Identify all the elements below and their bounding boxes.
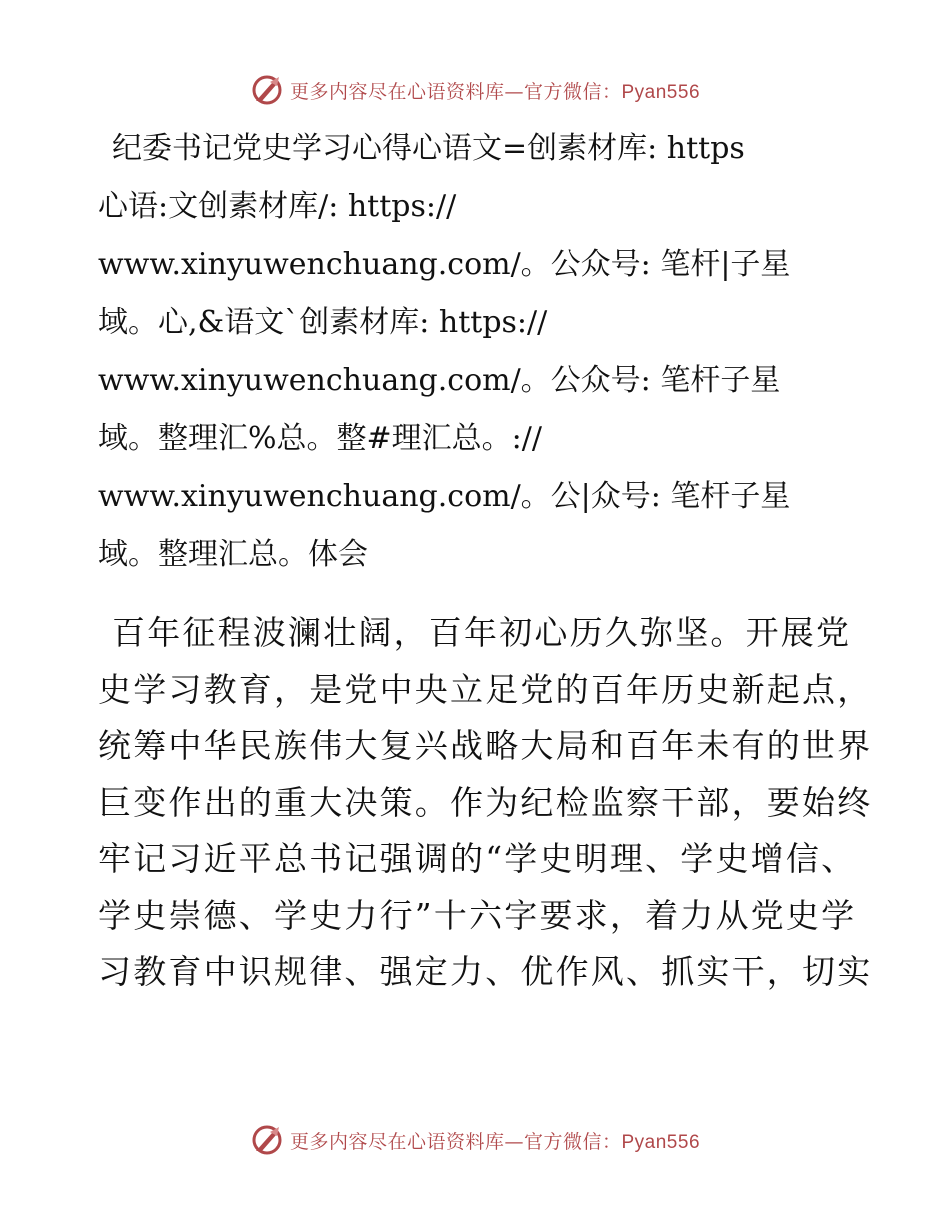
- paragraph-line: 百年征程波澜壮阔，百年初心历久弥坚。开展党: [112, 613, 852, 652]
- paragraph-line: www.xinyuwenchuang.com/。公|众号: 笔杆子星: [98, 479, 791, 514]
- paragraph-line: 域。整理汇总。体会: [98, 537, 368, 572]
- paragraph-1: [98, 120, 858, 584]
- paragraph-line: 心语:文创素材库/: https://: [98, 189, 457, 224]
- paragraph-line: www.xinyuwenchuang.com/。公众号: 笔杆子星: [98, 363, 781, 398]
- banner-text: 更多内容尽在心语资料库—官方微信：: [289, 1130, 622, 1153]
- banner-text: 更多内容尽在心语资料库—官方微信：: [289, 80, 622, 103]
- wechat-id: Pyan556: [621, 1131, 701, 1153]
- paragraph-line: 纪委书记党史学习心得心语文=创素材库: https: [112, 131, 745, 166]
- paragraph-line: 牢记习近平总书记强调的“学史明理、学史增信、: [98, 839, 857, 878]
- paragraph-line: www.xinyuwenchuang.com/。公众号: 笔杆|子星: [98, 247, 791, 282]
- paragraph-line: 统筹中华民族伟大复兴战略大局和百年未有的世界: [98, 726, 873, 765]
- paragraph-line: 域。整理汇%总。整#理汇总。://: [98, 421, 542, 456]
- header-banner: [0, 70, 950, 110]
- wechat-id: Pyan556: [621, 81, 701, 103]
- paragraph-line: 域。心,&语文`创素材库: https://: [98, 305, 548, 340]
- paragraph-line: 巨变作出的重大决策。作为纪检监察干部，要始终: [98, 782, 873, 822]
- quill-pen-logo-icon: [250, 1123, 284, 1157]
- paragraph-2: [98, 605, 873, 1001]
- paragraph-line: 史学习教育，是党中央立足党的百年历史新起点，: [98, 669, 873, 709]
- footer-banner: [0, 1120, 950, 1160]
- paragraph-line: 习教育中识规律、强定力、优作风、抓实干，切实: [98, 952, 873, 991]
- quill-pen-logo-icon: [250, 73, 284, 107]
- paragraph-line: 学史崇德、学史力行”十六字要求，着力从党史学: [98, 895, 857, 935]
